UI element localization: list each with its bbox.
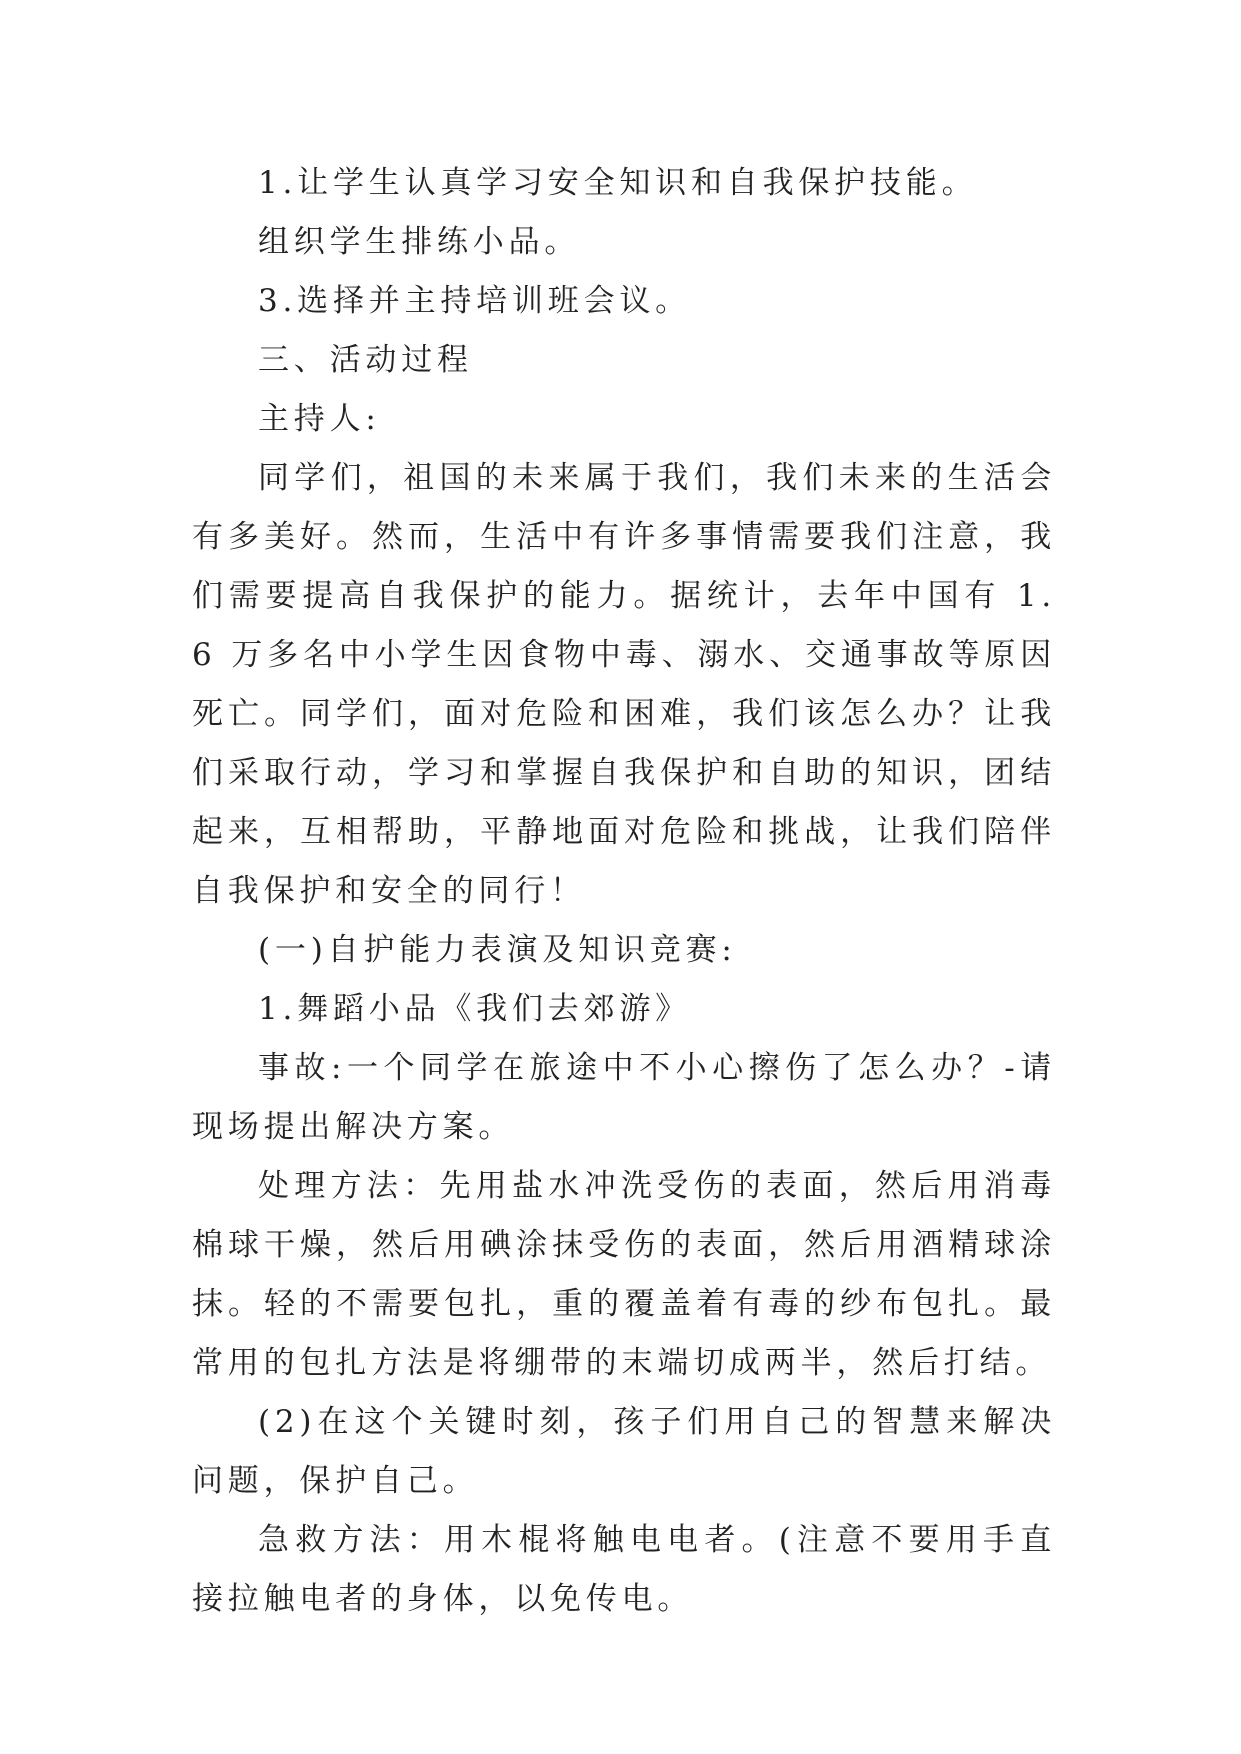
paragraph-goal-1: 1.让学生认真学习安全知识和自我保护技能。 — [258, 165, 978, 201]
paragraph-critical-moment: (2)在这个关键时刻，孩子们用自己的智慧来解决问题，保护自己。 — [192, 1404, 1056, 1499]
paragraph-skit-title: 1.舞蹈小品《我们去郊游》 — [258, 991, 691, 1027]
document-body — [192, 154, 1056, 1629]
paragraph-goal-3: 3.选择并主持培训班会议。 — [258, 283, 691, 319]
paragraph-first-aid: 急救方法：用木棍将触电电者。(注意不要用手直接拉触电者的身体，以免传电。 — [192, 1522, 1056, 1617]
subsection-heading-performance: (一)自护能力表演及知识竞赛: — [258, 932, 737, 968]
paragraph-goal-2: 组织学生排练小品。 — [258, 224, 581, 260]
paragraph-accident: 事故:一个同学在旅途中不小心擦伤了怎么办？-请现场提出解决方案。 — [192, 1050, 1056, 1145]
section-heading-activity-process: 三、活动过程 — [258, 342, 473, 378]
paragraph-treatment: 处理方法：先用盐水冲洗受伤的表面，然后用消毒棉球干燥，然后用碘涂抹受伤的表面，然后用酒精球涂抹。轻的不需要包扎，重的覆盖着有毒的纱布包扎。最常用的包扎方法是将绷带的末端切成两半，然后打结。 — [192, 1168, 1056, 1381]
paragraph-host-label: 主持人: — [258, 401, 381, 437]
paragraph-host-speech: 同学们，祖国的未来属于我们，我们未来的生活会有多美好。然而，生活中有许多事情需要我们注意，我们需要提高自我保护的能力。据统计，去年中国有 1.6 万多名中小学生因食物中毒、溺水、交通事故等原因死亡。同学们，面对危险和困难，我们该怎么办？让我们采取行动，学习和掌握自我保护和自助的知识，团结起来，互相帮助，平静地面对危险和挑战，让我们陪伴自我保护和安全的同行！ — [192, 460, 1056, 909]
